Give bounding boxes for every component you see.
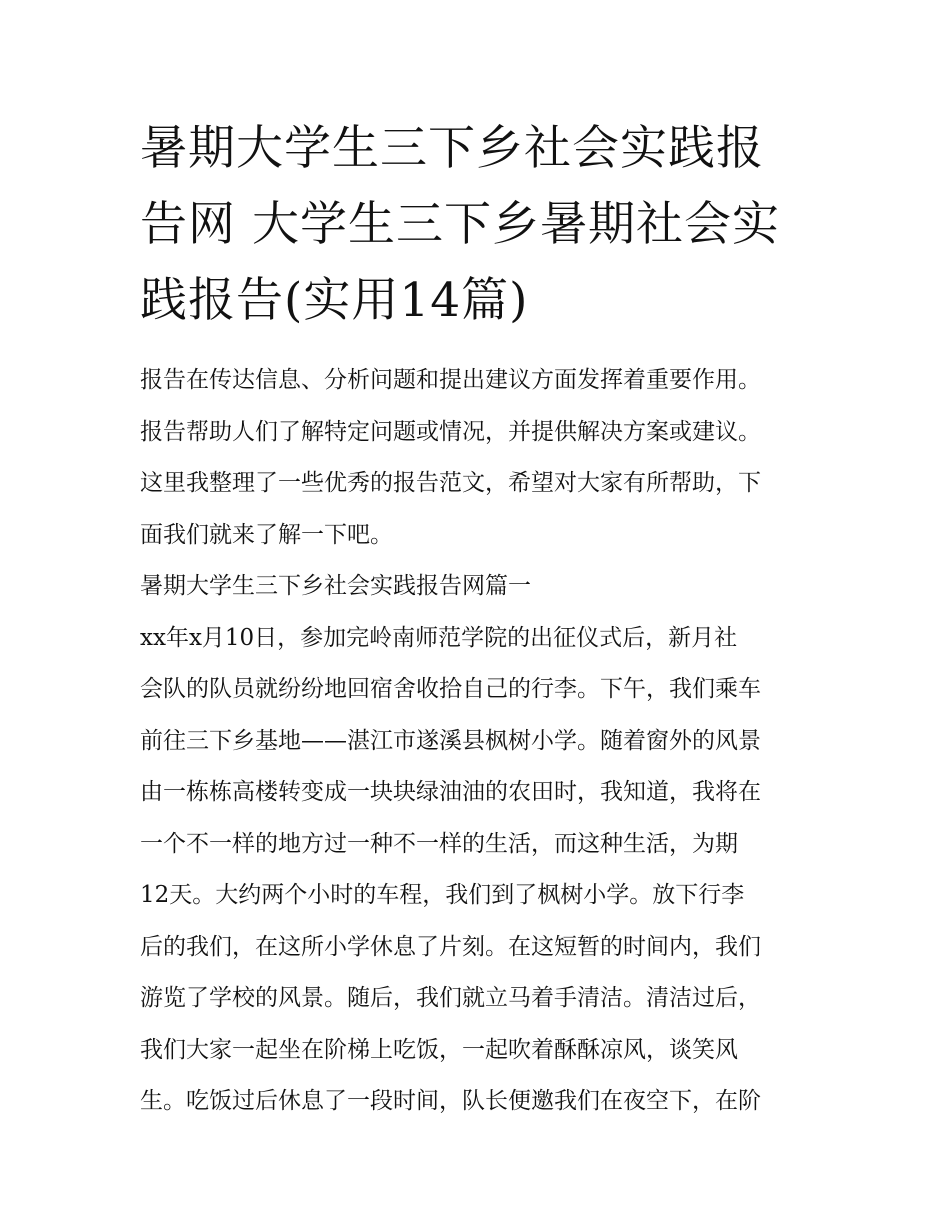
intro-line: 报告帮助人们了解特定问题或情况，并提供解决方案或建议。 (140, 418, 761, 445)
paragraph-line: 会队的队员就纷纷地回宿舍收拾自己的行李。下午，我们乘车 (140, 676, 761, 702)
intro-line: 面我们就来了解一下吧。 (140, 521, 393, 548)
paragraph-line: 12天。大约两个小时的车程，我们到了枫树小学。放下行李 (140, 882, 745, 908)
title-line: 践报告(实用14篇) (140, 273, 529, 328)
title-line: 暑期大学生三下乡社会实践报 (140, 121, 764, 176)
paragraph-line: 我们大家一起坐在阶梯上吃饭，一起吹着酥酥凉风，谈笑风 (140, 1036, 738, 1063)
document-title (140, 111, 830, 339)
paragraph-line: 游览了学校的风景。随后，我们就立马着手清洁。清洁过后， (140, 985, 761, 1011)
paragraph-line: 后的我们，在这所小学休息了片刻。在这短暂的时间内，我们 (140, 933, 761, 960)
intro-line: 这里我整理了一些优秀的报告范文，希望对大家有所帮助，下 (140, 470, 761, 496)
paragraph-line: 前往三下乡基地——湛江市遂溪县枫树小学。随着窗外的风景 (140, 727, 761, 754)
paragraph-line: 生。吃饭过后休息了一段时间，队长便邀我们在夜空下，在阶 (140, 1088, 761, 1114)
paragraph-line: 由一栋栋高楼转变成一块块绿油油的农田时，我知道，我将在 (140, 779, 761, 805)
paragraph-line: 一个不一样的地方过一种不一样的生活，而这种生活，为期 (140, 830, 738, 857)
section-heading: 暑期大学生三下乡社会实践报告网篇一 (140, 573, 531, 599)
document-body (140, 355, 830, 1128)
paragraph-line: xx年x月10日，参加完岭南师范学院的出征仪式后，新月社 (140, 624, 738, 651)
intro-line: 报告在传达信息、分析问题和提出建议方面发挥着重要作用。 (140, 367, 761, 393)
title-line: 告网 大学生三下乡暑期社会实 (140, 197, 780, 252)
